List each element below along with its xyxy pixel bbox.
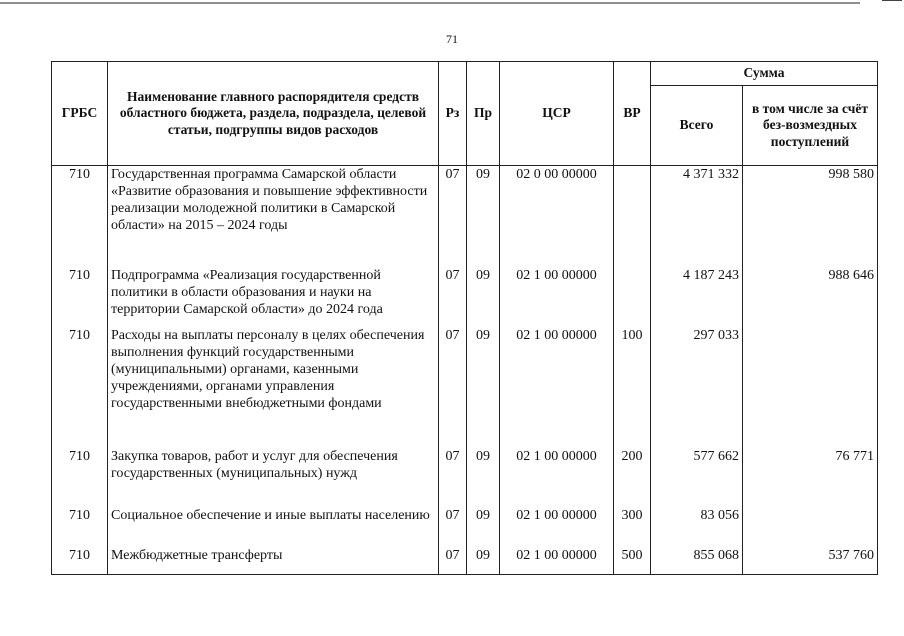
cell-pr: 09	[467, 507, 500, 547]
cell-vr: 500	[614, 547, 651, 575]
table-row	[52, 547, 878, 575]
cell-name: Расходы на выплаты персоналу в целях обеспечения выполнения функций государственными (муниципальными) органами, казенными учреждениями, органами управления государственными внебюджетными фондами	[108, 327, 439, 448]
cell-csr: 02 1 00 00000	[500, 547, 614, 575]
header-vr: ВР	[614, 62, 651, 166]
cell-pr: 09	[467, 166, 500, 267]
table-row	[52, 448, 878, 507]
cell-pr: 09	[467, 267, 500, 327]
cell-csr: 02 1 00 00000	[500, 327, 614, 448]
cell-name: Закупка товаров, работ и услуг для обеспечения государственных (муниципальных) нужд	[108, 448, 439, 507]
cell-grbs: 710	[52, 166, 108, 267]
cell-csr: 02 1 00 00000	[500, 267, 614, 327]
cell-rz: 07	[439, 267, 467, 327]
table-row	[52, 507, 878, 547]
table-row	[52, 327, 878, 448]
cell-free: 76 771	[743, 448, 878, 507]
budget-table	[51, 61, 878, 575]
cell-name: Межбюджетные трансферты	[108, 547, 439, 575]
cell-total: 4 187 243	[651, 267, 743, 327]
cell-total: 83 056	[651, 507, 743, 547]
cell-name: Подпрограмма «Реализация государственной политики в области образования и науки на территории Самарской области» до 2024 года	[108, 267, 439, 327]
header-free: в том числе за счёт без-возмездных поступлений	[743, 86, 878, 166]
cell-name: Социальное обеспечение и иные выплаты населению	[108, 507, 439, 547]
cell-vr: 300	[614, 507, 651, 547]
cell-free: 988 646	[743, 267, 878, 327]
header-grbs: ГРБС	[52, 62, 108, 166]
cell-vr: 200	[614, 448, 651, 507]
cell-total: 577 662	[651, 448, 743, 507]
cell-free: 537 760	[743, 547, 878, 575]
cell-free: 998 580	[743, 166, 878, 267]
table-row	[52, 166, 878, 267]
cell-grbs: 710	[52, 507, 108, 547]
cell-rz: 07	[439, 448, 467, 507]
cell-free	[743, 327, 878, 448]
cell-vr: 100	[614, 327, 651, 448]
header-rz: Рз	[439, 62, 467, 166]
header-sum: Сумма	[651, 62, 878, 86]
scan-border-line	[0, 2, 860, 4]
cell-total: 297 033	[651, 327, 743, 448]
cell-csr: 02 1 00 00000	[500, 507, 614, 547]
cell-rz: 07	[439, 166, 467, 267]
table-row	[52, 267, 878, 327]
cell-total: 855 068	[651, 547, 743, 575]
cell-grbs: 710	[52, 327, 108, 448]
header-name: Наименование главного распорядителя средств областного бюджета, раздела, подраздела, целевой статьи, подгруппы видов расходов	[108, 62, 439, 166]
cell-vr	[614, 166, 651, 267]
cell-vr	[614, 267, 651, 327]
cell-pr: 09	[467, 448, 500, 507]
cell-csr: 02 0 00 00000	[500, 166, 614, 267]
cell-grbs: 710	[52, 267, 108, 327]
cell-rz: 07	[439, 327, 467, 448]
cell-name: Государственная программа Самарской области «Развитие образования и повышение эффективности реализации молодежной политики в Самарской области» на 2015 – 2024 годы	[108, 166, 439, 267]
cell-csr: 02 1 00 00000	[500, 448, 614, 507]
header-pr: Пр	[467, 62, 500, 166]
cell-pr: 09	[467, 327, 500, 448]
cell-grbs: 710	[52, 547, 108, 575]
cell-rz: 07	[439, 507, 467, 547]
header-total: Всего	[651, 86, 743, 166]
cell-free	[743, 507, 878, 547]
cell-rz: 07	[439, 547, 467, 575]
header-csr: ЦСР	[500, 62, 614, 166]
cell-grbs: 710	[52, 448, 108, 507]
cell-pr: 09	[467, 547, 500, 575]
cell-total: 4 371 332	[651, 166, 743, 267]
page-number: 71	[446, 32, 458, 46]
scan-edge-mark	[882, 0, 902, 1]
